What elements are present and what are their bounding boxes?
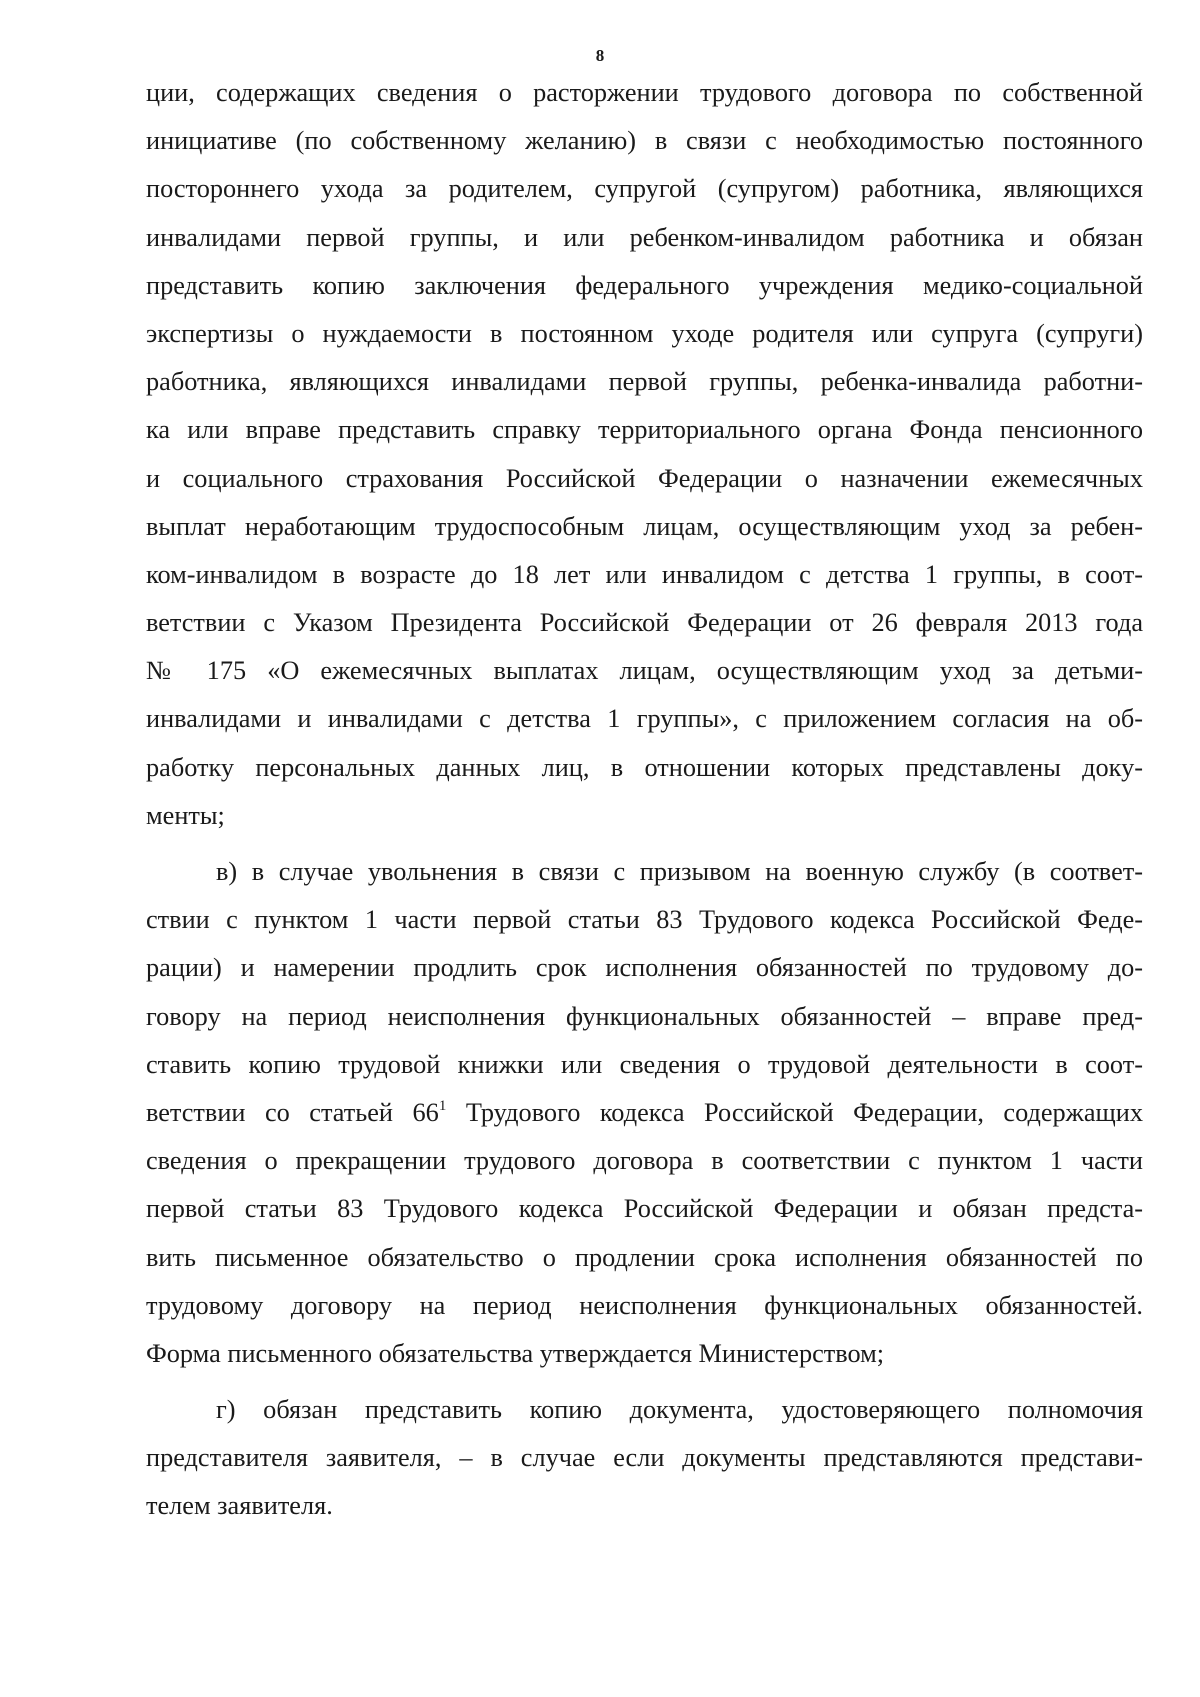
text-line: ставить копию трудовой книжки или сведения о трудовой деятельности в соот-: [146, 1049, 1143, 1079]
text-line-with-superscript: [146, 1089, 1143, 1137]
text-line: № 175 «О ежемесячных выплатах лицам, осуществляющим уход за детьми-: [146, 656, 1143, 686]
text-line: первой статьи 83 Трудового кодекса Российской Федерации и обязан предста-: [146, 1194, 1143, 1224]
text-line: телем заявителя.: [146, 1491, 333, 1521]
text-line: ком-инвалидом в возрасте до 18 лет или инвалидом с детства 1 группы, в соот-: [146, 559, 1143, 589]
text-line: говору на период неисполнения функциональных обязанностей – вправе пред-: [146, 1001, 1143, 1031]
paragraph-item-v: [146, 848, 1143, 1378]
text-segment: ветствии со статьей 66: [146, 1097, 439, 1127]
text-line: г) обязан представить копию документа, удостоверяющего полномочия: [216, 1395, 1143, 1425]
text-line: постороннего ухода за родителем, супругой (супругом) работника, являющихся: [146, 174, 1143, 204]
text-line: работника, являющихся инвалидами первой группы, ребенка-инвалида работни-: [146, 367, 1143, 397]
text-line: инициативе (по собственному желанию) в связи с необходимостью постоянного: [146, 126, 1143, 156]
text-line: ции, содержащих сведения о расторжении трудового договора по собственной: [146, 78, 1143, 107]
text-line: инвалидами первой группы, и или ребенком-инвалидом работника и обязан: [146, 222, 1143, 252]
text-line: ствии с пунктом 1 части первой статьи 83 Трудового кодекса Российской Феде-: [146, 905, 1143, 935]
text-line: инвалидами и инвалидами с детства 1 группы», с приложением согласия на об-: [146, 704, 1143, 734]
text-line: ветствии с Указом Президента Российской Федерации от 26 февраля 2013 года: [146, 608, 1143, 638]
text-line: представителя заявителя, – в случае если документы представляются представи-: [146, 1443, 1143, 1473]
text-line: выплат неработающим трудоспособным лицам, осуществляющим уход за ребен-: [146, 511, 1143, 541]
text-line: экспертизы о нуждаемости в постоянном уходе родителя или супруга (супруги): [146, 318, 1143, 348]
text-line: и социального страхования Российской Федерации о назначении ежемесячных: [146, 463, 1143, 493]
document-body: [146, 69, 1143, 1531]
text-line: вить письменное обязательство о продлении срока исполнения обязанностей по: [146, 1242, 1143, 1272]
paragraph-continuation: [146, 69, 1143, 840]
text-segment: Трудового кодекса Российской Федерации, содержащих: [446, 1097, 1143, 1127]
text-line: представить копию заключения федерального учреждения медико-социальной: [146, 270, 1143, 300]
text-line: сведения о прекращении трудового договора в соответствии с пунктом 1 части: [146, 1146, 1143, 1176]
paragraph-item-g: [146, 1386, 1143, 1531]
superscript: 1: [438, 1097, 447, 1114]
text-line: ка или вправе представить справку территориального органа Фонда пенсионного: [146, 415, 1143, 445]
text-line: Форма письменного обязательства утверждается Министерством;: [146, 1338, 885, 1368]
text-line: в) в случае увольнения в связи с призывом на военную службу (в соответ-: [216, 857, 1143, 886]
text-line: менты;: [146, 800, 225, 830]
text-line: трудовому договору на период неисполнения функциональных обязанностей.: [146, 1290, 1143, 1320]
page-number: 8: [595, 46, 605, 65]
text-line: работку персональных данных лиц, в отношении которых представлены доку-: [146, 752, 1143, 782]
text-line: рации) и намерении продлить срок исполнения обязанностей по трудовому до-: [146, 953, 1143, 983]
